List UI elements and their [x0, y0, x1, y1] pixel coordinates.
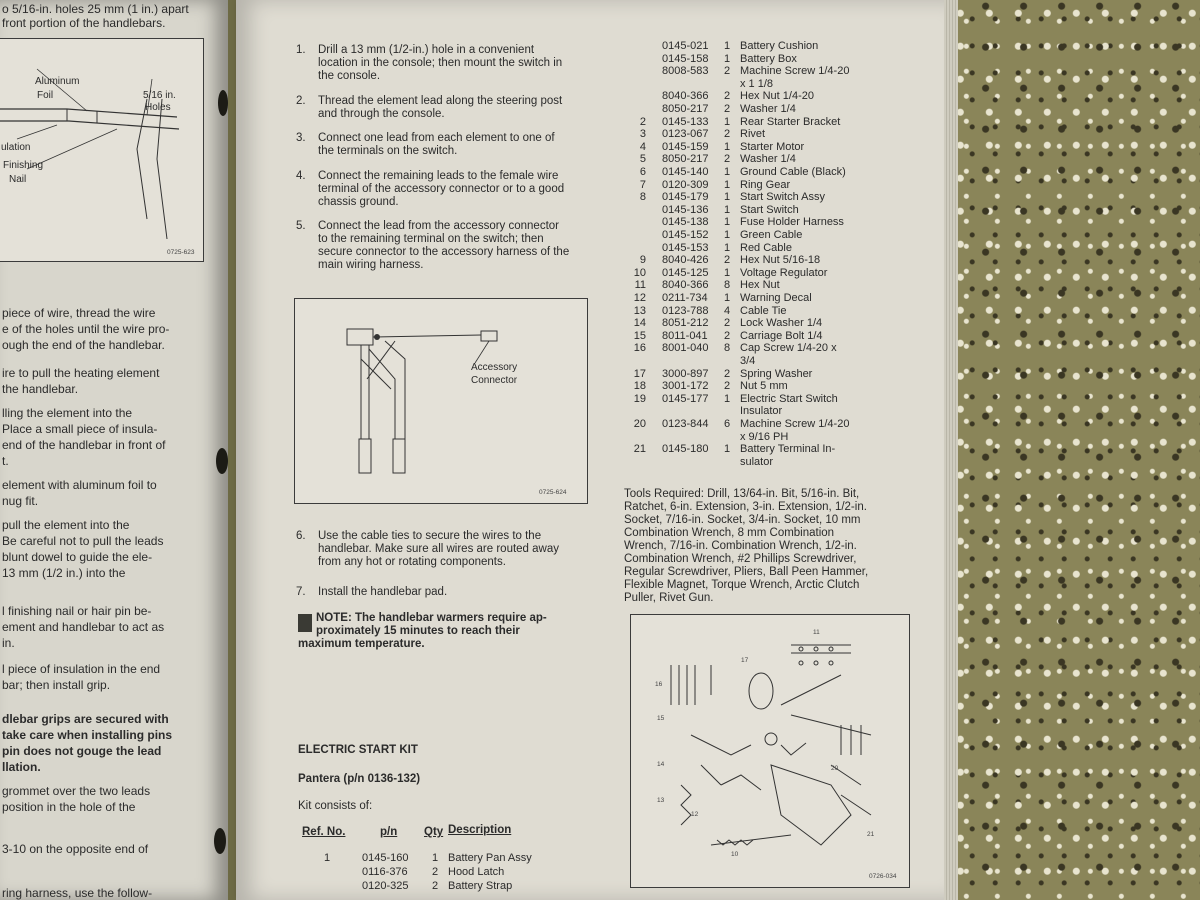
left-binder-hole-bottom [214, 828, 226, 854]
kit-first-rows [302, 852, 562, 892]
callout-13: 13 [657, 797, 665, 804]
parts-qty: 1 [724, 203, 731, 216]
parts-desc: Ground Cable (Black) [740, 166, 846, 178]
parts-row [624, 78, 904, 90]
parts-row [624, 40, 904, 52]
note-line-2: proximately 15 minutes to reach their [316, 625, 520, 637]
left-page-line: ough the end of the handlebar. [2, 338, 165, 352]
parts-row [624, 380, 904, 392]
kit-consists: Kit consists of: [298, 800, 373, 812]
callout-15: 15 [657, 715, 665, 722]
callout-10: 10 [731, 851, 739, 858]
kit-row: 0116-376 2 Hood Latch [362, 866, 505, 878]
figure-label-nail: Nail [9, 174, 27, 185]
left-page-line: l finishing nail or hair pin be- [2, 604, 152, 618]
parts-ref: 20 [633, 418, 646, 430]
callout-12: 12 [691, 811, 699, 818]
left-page-line: the handlebar. [2, 382, 79, 396]
parts-ref: 19 [633, 392, 646, 405]
tools-line: Wrench, 7/16-in. Combination Wrench, 1/2-in. [624, 540, 857, 552]
left-binder-hole-top [218, 90, 228, 116]
parts-ref: 16 [633, 342, 646, 355]
parts-qty: 1 [724, 140, 731, 153]
parts-desc: Hex Nut 5/16-18 [740, 254, 821, 267]
parts-desc: Start Switch Assy [740, 191, 825, 204]
callout-17: 17 [741, 657, 749, 664]
parts-desc: Nut 5 mm [740, 380, 788, 393]
floor-background [940, 0, 1200, 900]
left-page-line: end of the handlebar in front of [2, 438, 166, 452]
parts-pn: 0120-309 [662, 178, 709, 191]
parts-row [624, 279, 904, 291]
parts-desc: x 1 1/8 [740, 77, 774, 90]
parts-desc: Starter Motor [740, 140, 805, 153]
tools-line: Socket, 7/16-in. Socket, 3/4-in. Socket, 10 mm [624, 514, 861, 526]
parts-row [624, 191, 904, 203]
left-page-line: dlebar grips are secured with [2, 712, 169, 726]
parts-desc: Start Switch [740, 203, 799, 216]
parts-pn: 8008-583 [662, 65, 709, 78]
parts-pn: 0211-734 [662, 292, 708, 304]
parts-row [624, 166, 904, 178]
note-line-1: NOTE: The handlebar warmers require ap- [316, 612, 547, 624]
left-page-line: element with aluminum foil to [2, 478, 157, 492]
parts-row [624, 342, 904, 354]
parts-row [624, 456, 904, 468]
parts-qty: 1 [724, 52, 731, 65]
exploded-figure-number: 0726-034 [869, 873, 897, 880]
left-page-line: piece of wire, thread the wire [2, 306, 156, 320]
figure-label-finishing: Finishing [3, 160, 44, 171]
callout-20: 20 [831, 765, 839, 772]
left-page [0, 0, 228, 900]
parts-pn: 0145-177 [662, 392, 709, 405]
parts-row [624, 305, 904, 317]
left-page-line: take care when installing pins [2, 728, 173, 742]
parts-qty: 1 [724, 178, 731, 191]
parts-qty: 4 [724, 304, 731, 317]
parts-ref: 18 [633, 380, 646, 393]
parts-desc: Machine Screw 1/4-20 [740, 418, 850, 430]
main-page: 1. Drill a 13 mm (1/2-in.) hole in a convenient location in the console; then mount the switch in the console. 2. Thread the element lead along the steering post and through the console. 3. Connect one lead from each element to one of the terminals on the switch. 4. Connect the remaining leads to the female wire terminal of the accessory connector or to a good chassis ground. 5. Connect the lead from the accessory connector to the remaining terminal on the switch; then secure connector to the accessory harness of the main wiring harness. Accessory Connector 0725-624 6. Use the cable ties to secure the wires to the handlebar. Make sure all wires are routed away from any hot or rotating components. 7. Install the handlebar pad. NOTE: The handlebar warmers require ap- proximately 15 minutes to reach their maximum temperature. ELECTRIC START KIT Pantera (p/n 0136-132) Kit consists of: Ref. No. p/n Qty Description 1 0145-160 1 Battery Pan Assy 0116-376 2 Hood Latch 0120-325 2 Battery Strap 0145-021 1 Battery Cushion 0145-158 1 Battery Box 8008-583 2 Machine Screw 1/4-20 x 1 1/8 8040-366 2 Hex Nut 1/4-20 8050-217 2 Washer 1/4 2 0145-133 1 Rear Starter Bracket 3 0123-067 2 Rivet 4 0145-159 1 Starter Motor 5 8050-217 2 Washer 1/4 6 0145-140 1 Ground Cable (Black) 7 0120-309 1 Ring Gear 8 0145-179 1 Start Switch Assy 0145-136 1 Start Switch 0145-138 1 Fuse Holder Harness 0145-152 1 Green Cable 0145-153 1 Red Cable 9 8040-426 2 Hex Nut 5/16-18 10 0145-125 1 Voltage Regulator 11 8040-366 8 Hex Nut 12 0211-734 1 Warning Decal 13 0123-788 4 Cable Tie 14 8051-212 2 Lock Washer 1/4 15 8011-041 2 Carriage Bolt 1/4 16 8001-040 8 Cap Screw 1/4-20 x 3/4 17 3000-897 2 Spring Washer 18 3001-172 2 Nut 5 mm 19 0145-177 1 Electric Start Switch Insulator 20 0123-844 6 Machine Screw 1/4-20 x 9/16 PH 21 0145-180 1 Battery Terminal In- sulator Tools Required: Drill, 13/64-in. Bit, 5/16-in. Bit, Ratchet, 6-in. Extension, 3-in. Extension, 1/2-in. Socket, 7/16-in. Socket, 3/4-in. Socket, 10 mm Combination Wrench, 8 mm Combination Wrench, 7/16-in. Combination Wrench, 1/2-in. Combination Wrench, #2 Phillips Screwdriver, Regular Screwdriver, Pliers, Ball Peen Hammer, Flexible Magnet, Torque Wrench, Arctic Clutch Puller, Rivet Gun. 0726-034 11 17 16 15 14 13 12 10 21 20 [236, 0, 948, 900]
parts-qty: 1 [724, 241, 731, 254]
parts-qty: 1 [724, 292, 731, 304]
parts-ref: 11 [634, 279, 646, 292]
left-page-line: blunt dowel to guide the ele- [2, 550, 153, 564]
left-page-line: ement and handlebar to act as [2, 620, 165, 634]
parts-pn: 0145-021 [662, 40, 709, 52]
parts-ref: 2 [639, 115, 646, 128]
parts-ref: 3 [639, 128, 646, 141]
parts-desc: Hex Nut [740, 279, 780, 292]
left-page-line: nug fit. [2, 494, 39, 508]
parts-row [624, 267, 904, 279]
parts-row [624, 116, 904, 128]
header-pn: p/n [380, 826, 398, 838]
parts-ref: 5 [639, 153, 646, 166]
parts-desc: Cable Tie [740, 304, 787, 317]
parts-row [624, 317, 904, 329]
callout-14: 14 [657, 761, 665, 768]
left-page-line: 13 mm (1/2 in.) into the [2, 566, 126, 580]
parts-qty: 6 [724, 418, 731, 430]
parts-ref: 21 [633, 443, 646, 456]
parts-desc: Hex Nut 1/4-20 [740, 90, 814, 103]
parts-row [624, 431, 904, 443]
parts-qty: 1 [724, 40, 731, 52]
left-page-line: pin does not gouge the lead [2, 744, 162, 758]
figure-number: 0725-623 [167, 249, 195, 256]
parts-row [624, 242, 904, 254]
handlebar-figure [0, 38, 204, 262]
parts-row [624, 65, 904, 77]
parts-ref: 9 [639, 254, 646, 267]
parts-qty: 2 [724, 380, 731, 393]
note-line-3: maximum temperature. [298, 638, 425, 650]
parts-qty: 1 [724, 166, 731, 178]
left-page-line: grommet over the two leads [2, 784, 151, 798]
parts-row [624, 418, 904, 430]
parts-pn: 0123-067 [662, 128, 709, 141]
left-page-line: 3-10 on the opposite end of [2, 842, 149, 856]
parts-desc: sulator [740, 455, 774, 468]
parts-qty: 1 [724, 443, 731, 456]
parts-qty: 1 [724, 216, 731, 229]
tools-line: Flexible Magnet, Torque Wrench, Arctic Clutch [624, 579, 860, 591]
parts-ref: 4 [639, 140, 646, 153]
parts-row [624, 229, 904, 241]
figure-label-holes: Holes [145, 102, 171, 113]
parts-row [624, 355, 904, 367]
parts-pn: 0145-136 [662, 203, 709, 216]
parts-ref: 14 [633, 317, 646, 330]
parts-ref: 13 [633, 304, 646, 317]
parts-pn: 0145-158 [662, 52, 709, 65]
parts-qty: 1 [724, 115, 731, 128]
parts-qty: 2 [724, 103, 731, 115]
wiring-figure [294, 298, 588, 504]
parts-row [624, 128, 904, 140]
tools-line: Regular Screwdriver, Pliers, Ball Peen Hammer, [624, 566, 869, 578]
parts-qty: 2 [724, 65, 731, 78]
parts-pn: 0123-844 [662, 418, 709, 430]
figure-label-holes-size: 5/16 in. [143, 90, 176, 101]
parts-row [624, 53, 904, 65]
parts-desc: x 9/16 PH [740, 430, 789, 443]
tools-line: Ratchet, 6-in. Extension, 3-in. Extension, 1/2-in. [624, 501, 867, 513]
parts-qty: 1 [724, 392, 731, 405]
parts-row [624, 216, 904, 228]
wiring-figure-number: 0725-624 [539, 489, 567, 496]
parts-row [624, 393, 904, 405]
kit-model: Pantera (p/n 0136-132) [298, 773, 421, 785]
left-page-line: in. [2, 636, 15, 650]
parts-desc: Voltage Regulator [740, 266, 828, 279]
parts-desc: Machine Screw 1/4-20 [740, 65, 850, 78]
parts-row [624, 443, 904, 455]
parts-desc: Electric Start Switch [740, 392, 838, 405]
parts-pn: 0145-179 [662, 191, 709, 204]
tools-required [624, 488, 914, 608]
parts-row [624, 90, 904, 102]
callout-21: 21 [867, 831, 875, 838]
parts-pn: 8040-366 [662, 90, 709, 103]
parts-desc: Carriage Bolt 1/4 [740, 329, 823, 342]
parts-row [624, 405, 904, 417]
parts-pn: 8011-041 [662, 329, 708, 342]
parts-desc: Ring Gear [740, 178, 791, 191]
parts-pn: 0145-140 [662, 166, 709, 178]
parts-list [624, 40, 904, 480]
left-page-line: lling the element into the [2, 406, 133, 420]
parts-pn: 8051-212 [662, 317, 709, 330]
parts-qty: 2 [724, 367, 731, 380]
parts-qty: 2 [724, 153, 731, 166]
parts-pn: 3001-172 [662, 380, 709, 393]
tools-line: Combination Wrench, #2 Phillips Screwdriver, [624, 553, 857, 565]
left-page-line: ring harness, use the follow- [2, 886, 153, 900]
parts-ref: 8 [639, 191, 646, 204]
left-page-line: o 5/16-in. holes 25 mm (1 in.) apart [2, 2, 189, 16]
note-marker [298, 614, 312, 632]
parts-pn: 0145-133 [662, 115, 709, 128]
left-page-line: llation. [2, 760, 41, 774]
parts-pn: 8050-217 [662, 153, 709, 166]
parts-pn: 0145-153 [662, 241, 709, 254]
connector-label: Connector [471, 375, 518, 386]
parts-desc: Warning Decal [740, 292, 812, 304]
parts-ref: 17 [633, 367, 646, 380]
parts-desc: Washer 1/4 [740, 103, 796, 115]
parts-ref: 6 [639, 166, 646, 178]
parts-qty: 2 [724, 90, 731, 103]
parts-desc: 3/4 [740, 355, 756, 367]
parts-pn: 0145-180 [662, 443, 709, 456]
figure-label-insulation: ulation [1, 142, 31, 153]
tools-line: Combination Wrench, 8 mm Combination [624, 527, 835, 539]
callout-16: 16 [655, 681, 663, 688]
tools-line: Puller, Rivet Gun. [624, 592, 714, 604]
parts-desc: Rear Starter Bracket [740, 115, 841, 128]
left-page-line: e of the holes until the wire pro- [2, 322, 170, 336]
left-page-line: t. [2, 454, 9, 468]
parts-ref: 12 [633, 292, 646, 304]
parts-desc: Insulator [740, 405, 783, 418]
parts-pn: 8001-040 [662, 342, 709, 355]
parts-desc: Battery Box [740, 52, 797, 65]
wiring-diagram [295, 299, 587, 503]
figure-label-foil: Foil [37, 90, 54, 101]
parts-pn: 0145-152 [662, 229, 709, 241]
left-page-line: l piece of insulation in the end [2, 662, 161, 676]
parts-row [624, 141, 904, 153]
left-page-line: position in the hole of the [2, 800, 136, 814]
parts-pn: 8040-366 [662, 279, 709, 292]
parts-desc: Green Cable [740, 229, 803, 241]
page-stack-edge [944, 0, 958, 900]
left-page-line: ire to pull the heating element [2, 366, 160, 380]
callout-11: 11 [813, 629, 820, 636]
parts-row [624, 292, 904, 304]
parts-pn: 8040-426 [662, 254, 709, 267]
exploded-parts-illustration [631, 615, 909, 887]
parts-pn: 0145-138 [662, 216, 709, 229]
parts-qty: 8 [724, 342, 731, 355]
parts-desc: Lock Washer 1/4 [740, 317, 823, 330]
parts-desc: Cap Screw 1/4-20 x [740, 342, 837, 355]
parts-pn: 0123-788 [662, 304, 709, 317]
parts-row [624, 330, 904, 342]
left-page-line: bar; then install grip. [2, 678, 111, 692]
left-binder-hole-middle [216, 448, 228, 474]
parts-qty: 2 [724, 329, 731, 342]
parts-qty: 8 [724, 279, 731, 292]
parts-row [624, 103, 904, 115]
parts-pn: 3000-897 [662, 367, 709, 380]
parts-desc: Red Cable [740, 241, 792, 254]
parts-ref: 7 [639, 178, 646, 191]
parts-desc: Spring Washer [740, 367, 813, 380]
parts-pn: 0145-159 [662, 140, 709, 153]
left-page-line: pull the element into the [2, 518, 130, 532]
kit-row: 0120-325 2 Battery Strap [362, 880, 513, 892]
parts-pn: 8050-217 [662, 103, 709, 115]
header-ref: Ref. No. [302, 826, 346, 838]
parts-row [624, 204, 904, 216]
accessory-label: Accessory [471, 362, 518, 373]
exploded-parts-figure [630, 614, 910, 888]
header-desc: Description [448, 824, 512, 836]
figure-label-aluminum: Aluminum [35, 76, 80, 87]
parts-desc: Battery Cushion [740, 40, 819, 52]
parts-desc: Fuse Holder Harness [740, 216, 844, 229]
kit-row: 1 0145-160 1 Battery Pan Assy [324, 852, 532, 864]
parts-qty: 2 [724, 254, 731, 267]
parts-desc: Battery Terminal In- [740, 443, 836, 456]
parts-row [624, 254, 904, 266]
parts-desc: Washer 1/4 [740, 153, 796, 166]
left-page-line: front portion of the handlebars. [2, 16, 166, 30]
parts-row [624, 368, 904, 380]
parts-row [624, 153, 904, 165]
tools-line: Tools Required: Drill, 13/64-in. Bit, 5/16-in. Bit, [624, 488, 860, 500]
left-page-line: Be careful not to pull the leads [2, 534, 164, 548]
parts-row [624, 179, 904, 191]
parts-desc: Rivet [740, 128, 766, 141]
parts-ref: 15 [633, 329, 646, 342]
parts-qty: 2 [724, 317, 731, 330]
parts-qty: 1 [724, 191, 731, 204]
left-page-line: Place a small piece of insula- [2, 422, 158, 436]
parts-qty: 2 [724, 128, 731, 141]
parts-ref: 10 [633, 266, 646, 279]
parts-qty: 1 [724, 229, 731, 241]
kit-title: ELECTRIC START KIT [298, 744, 418, 756]
parts-qty: 1 [724, 266, 731, 279]
parts-pn: 0145-125 [662, 266, 709, 279]
header-qty: Qty [424, 826, 444, 838]
